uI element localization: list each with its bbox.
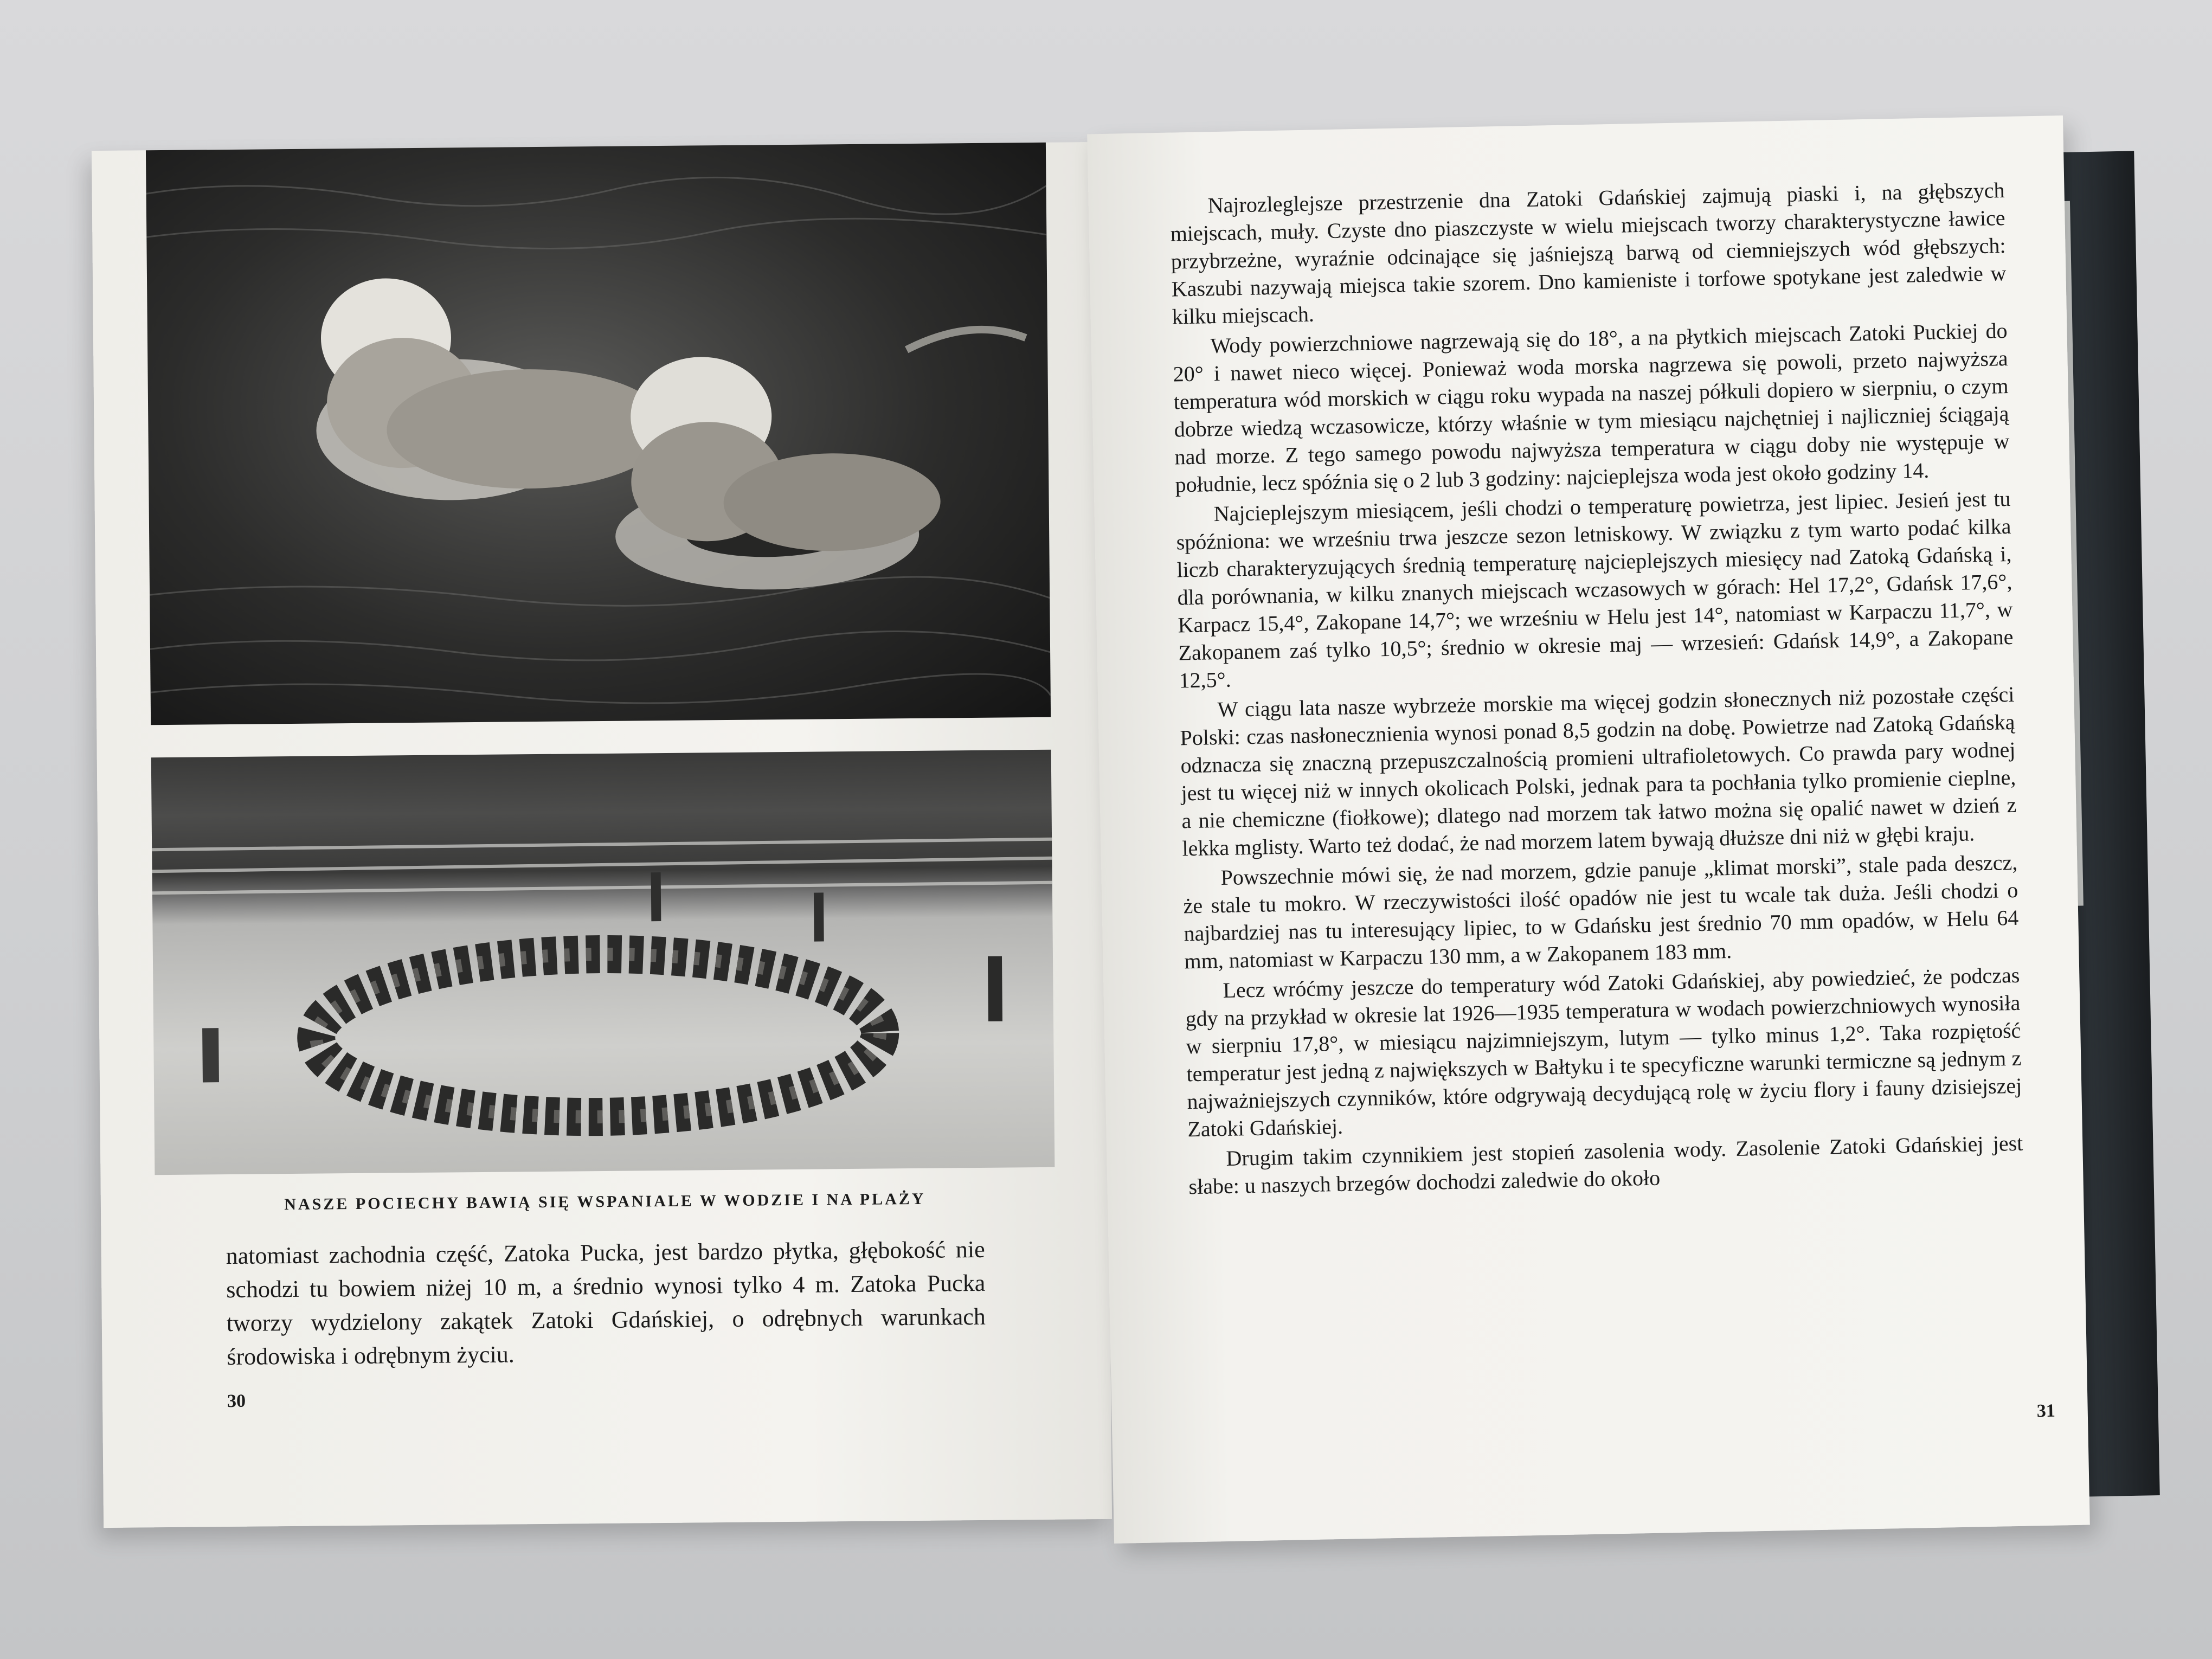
photo-boys-swimming-illustration [146,143,1051,725]
page-number-left: 30 [227,1391,246,1412]
paragraph-1: Najrozleglejsze przestrzenie dna Zatoki Gdańskiej zajmują piaski i, na głębszych miejscach, muły. Czyste dno piaszczyste w wielu miejscach tworzy charakterystyczne ławice przybrzeżne, wyraźnie odcinające się jaśniejszą barwą od ciemniejszych wód głębszych: Kaszubi nazywają miejsca takie szorem. Dno kamieniste i torfowe spotykane jest zaledwie w kilku miejscach. [1170,178,2007,329]
paragraph-5: Powszechnie mówi się, że nad morzem, gdzie panuje „klimat morski”, stale pada deszcz, że stale tu mokro. W rzeczywistości ilość opadów nie jest tu wcale tak duża. Jeśli chodzi o najbardziej nas tu interesujący lipiec, to w Gdańsku jest średnio 70 mm opadów, w Helu 64 mm, natomiast w Karpaczu 130 mm, a w Zakopanem 183 mm. [1183,850,2019,974]
right-page-body-text [1169,176,2023,1200]
photo-boys-swimming-with-rings [146,143,1051,725]
page-number-right: 31 [2036,1400,2056,1422]
left-page [92,142,1112,1528]
left-page-body-text: natomiast zachodnia część, Zatoka Pucka, jest bardzo płytka, głębokość nie schodzi tu bowiem niżej 10 m, a średnio wynosi tylko 4 m. Zatoka Pucka tworzy wydzielony zakątek Zatoki Gdańskiej, o odrębnych warunkach środowiska i odrębnym życiu. [226,1236,986,1371]
paragraph-7: Drugim takim czynnikiem jest stopień zasolenia wody. Zasolenie Zatoki Gdańskiej jest słabe: u naszych brzegów dochodzi zaledwie do około [1188,1130,2023,1199]
paragraph-2: Wody powierzchniowe nagrzewają się do 18°, a na płytkich miejscach Zatoki Puckiej do 20° i nawet nieco więcej. Ponieważ woda morska nagrzewa się powoli, przeto najwyższa temperatura wód morskich w ciągu roku wypada na naszej półkuli dopiero w sierpniu, o czym dobrze wiedzą wczasowicze, którzy właśnie w tym miesiącu najchętniej i najliczniej ściągają nad morze. Z tego samego powodu najwyższa temperatura w ciągu doby nie występuje w południe, lecz spóźnia się o 2 lub 3 godziny: najcieplejsza woda jest około godziny 14. [1173,318,2010,497]
photo-children-circle-on-beach [151,750,1055,1175]
photo-beach-illustration [151,750,1055,1175]
paragraph-6: Lecz wróćmy jeszcze do temperatury wód Zatoki Gdańskiej, aby powiedzieć, że podczas gdy na przykład w okresie lat 1926—1935 temperatura w wodach powierzchniowych wynosiła w sierpniu 17,8°, w miesiącu najzimniejszym, lutym — tylko minus 1,2°. Taka rozpiętość temperatur jest jedną z największych w Bałtyku i te specyficzne warunki termiczne są jednym z najważniejszych czynników, które odgrywają decydującą rolę w życiu flory i fauny dzisiejszej Zatoki Gdańskiej. [1185,962,2022,1142]
right-page [1087,115,2090,1544]
paragraph-4: W ciągu lata nasze wybrzeże morskie ma więcej godzin słonecznych niż pozostałe części Polski: czas nasłonecznienia wynosi ponad 8,5 godzin na dobę. Powietrze nad Zatoką Gdańską odznacza się znaczną przepuszczalnością promieni ultrafioletowych. Co prawda pary wodnej jest tu więcej niż w innych okolicach Polski, jednak para ta pochłania tylko promienie cieplne, a nie chemiczne (fiołkowe); dlatego nad morzem tak łatwo można się opalić nawet w dzień z lekka mglisty. Warto też dodać, że nad morzem latem bywają dłuższe dni niż w głębi kraju. [1180,681,2017,861]
photo-caption: NASZE POCIECHY BAWIĄ SIĘ WSPANIALE W WODZIE I NA PLAŻY [284,1189,926,1214]
paragraph-3: Najcieplejszym miesiącem, jeśli chodzi o temperaturę powietrza, jest lipiec. Jesień jest tu spóźniona: we wrześniu trwa jeszcze sezon letniskowy. W związku z tym warto podać kilka liczb charakteryzujących średnią temperaturę najcieplejszych miesięcy nad Zatoką Gdańską i, dla porównania, w kilku znanych miejscach wczasowych w górach: Hel 17,2°, Gdańsk 17,6°, Karpacz 15,4°, Zakopane 14,7°; we wrześniu w Helu jest 14°, natomiast w Karpaczu 11,7°, w Zakopanem zaś tylko 10,5°; średnio w okresie maj — wrzesień: Gdańsk 14,9°, a Zakopane 12,5°. [1176,486,2014,693]
